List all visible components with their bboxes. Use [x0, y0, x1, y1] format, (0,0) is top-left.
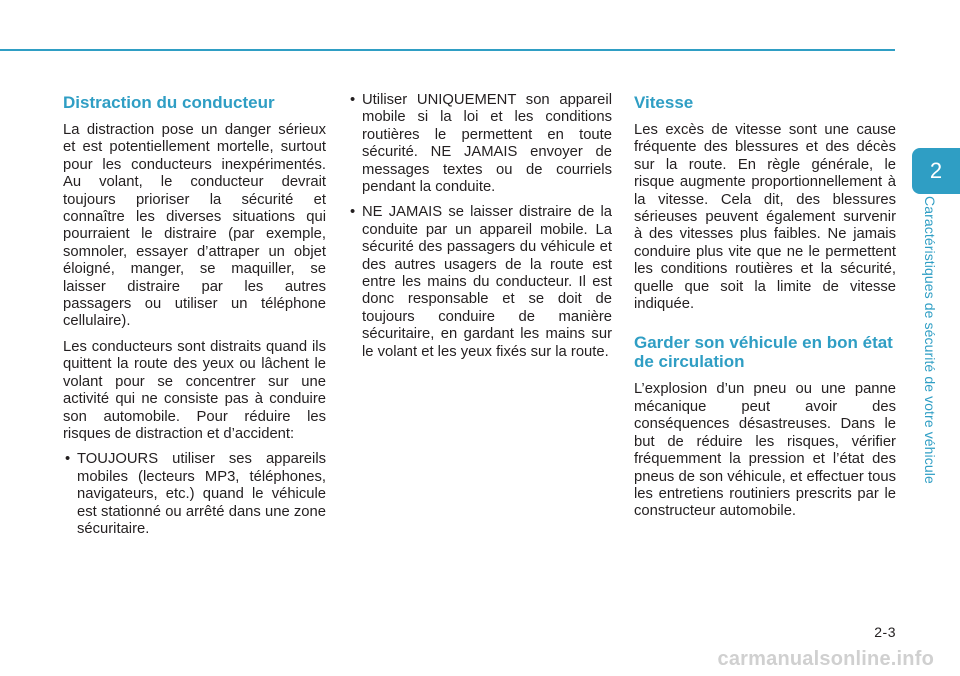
- heading-speed: Vitesse: [634, 93, 694, 112]
- paragraph-distraction-causes: Les conducteurs sont distraits quand ils quittent la route des yeux ou lâchent le volant pour se concentrer sur une activité qui ne consiste pas à conduire son automobile. Pour réduire les risques de distraction et d’accident:: [63, 338, 326, 442]
- page-number: 2-3: [874, 624, 896, 640]
- watermark: carmanualsonline.info: [717, 648, 934, 670]
- column-right: [634, 92, 896, 529]
- heading-vehicle-condition: Garder son véhicule en bon état de circulation: [634, 333, 893, 372]
- chapter-number-tab: 2: [912, 148, 960, 194]
- bullet-list-middle: [348, 92, 612, 361]
- paragraph-distraction-intro: La distraction pose un danger sérieux et est potentiellement mortelle, surtout pour les conducteurs inexpérimentés. Au volant, le conducteur devrait toujours prioriser la sécurité et connaître les diverses situations qui pourraient le distraire (par exemple, somnoler, essayer d’attraper un objet éloigné, manger, se maquiller, se laisser distraire par les autres passagers ou utiliser un téléphone cellulaire).: [63, 122, 326, 330]
- paragraph-vehicle-condition: L’explosion d’un pneu ou une panne mécanique peut avoir des conséquences désastreuses. Dans le but de réduire les risques, vérifier fréquemment la pression et l’état des pneus de son véhicule, et effectuer tous les entretiens routiniers prescrits par le constructeur automobile.: [634, 381, 896, 520]
- bullet-list-left: [63, 451, 326, 538]
- bullet-item-never-distracted: • NE JAMAIS se laisser distraire de la conduite par un appareil mobile. La sécurité des passagers du véhicule et des autres usagers de la route est entre les mains du conducteur. Il est donc responsable et se doit de toujours conduire de manière sécuritaire, en gardant les mains sur le volant et les yeux fixés sur la route.: [348, 204, 612, 361]
- column-middle: [348, 92, 612, 369]
- header-rule: [0, 49, 895, 51]
- chapter-title-vertical: Caractéristiques de sécurité de votre véhicule: [922, 196, 938, 484]
- bullet-item-mobile-law: • Utiliser UNIQUEMENT son appareil mobile si la loi et les conditions routières le permettent en toute sécurité. NE JAMAIS envoyer de messages textes ou de courriels pendant la conduite.: [348, 92, 612, 196]
- heading-distraction: Distraction du conducteur: [63, 93, 275, 112]
- paragraph-speed: Les excès de vitesse sont une cause fréquente des blessures et des décès sur la route. En règle générale, le risque augmente proportionnellement à la vitesse. Cela dit, des blessures sérieuses peuvent également survenir à des vitesses plus faibles. Ne jamais conduire plus vite que ne le permettent les conditions routières et la sécurité, quelle que soit la limite de vitesse indiquée.: [634, 122, 896, 313]
- bullet-item-mobile-parked: • TOUJOURS utiliser ses appareils mobiles (lecteurs MP3, téléphones, navigateurs, etc.) quand le véhicule est stationné ou arrêté dans une zone sécuritaire.: [63, 451, 326, 538]
- column-left: [63, 92, 326, 546]
